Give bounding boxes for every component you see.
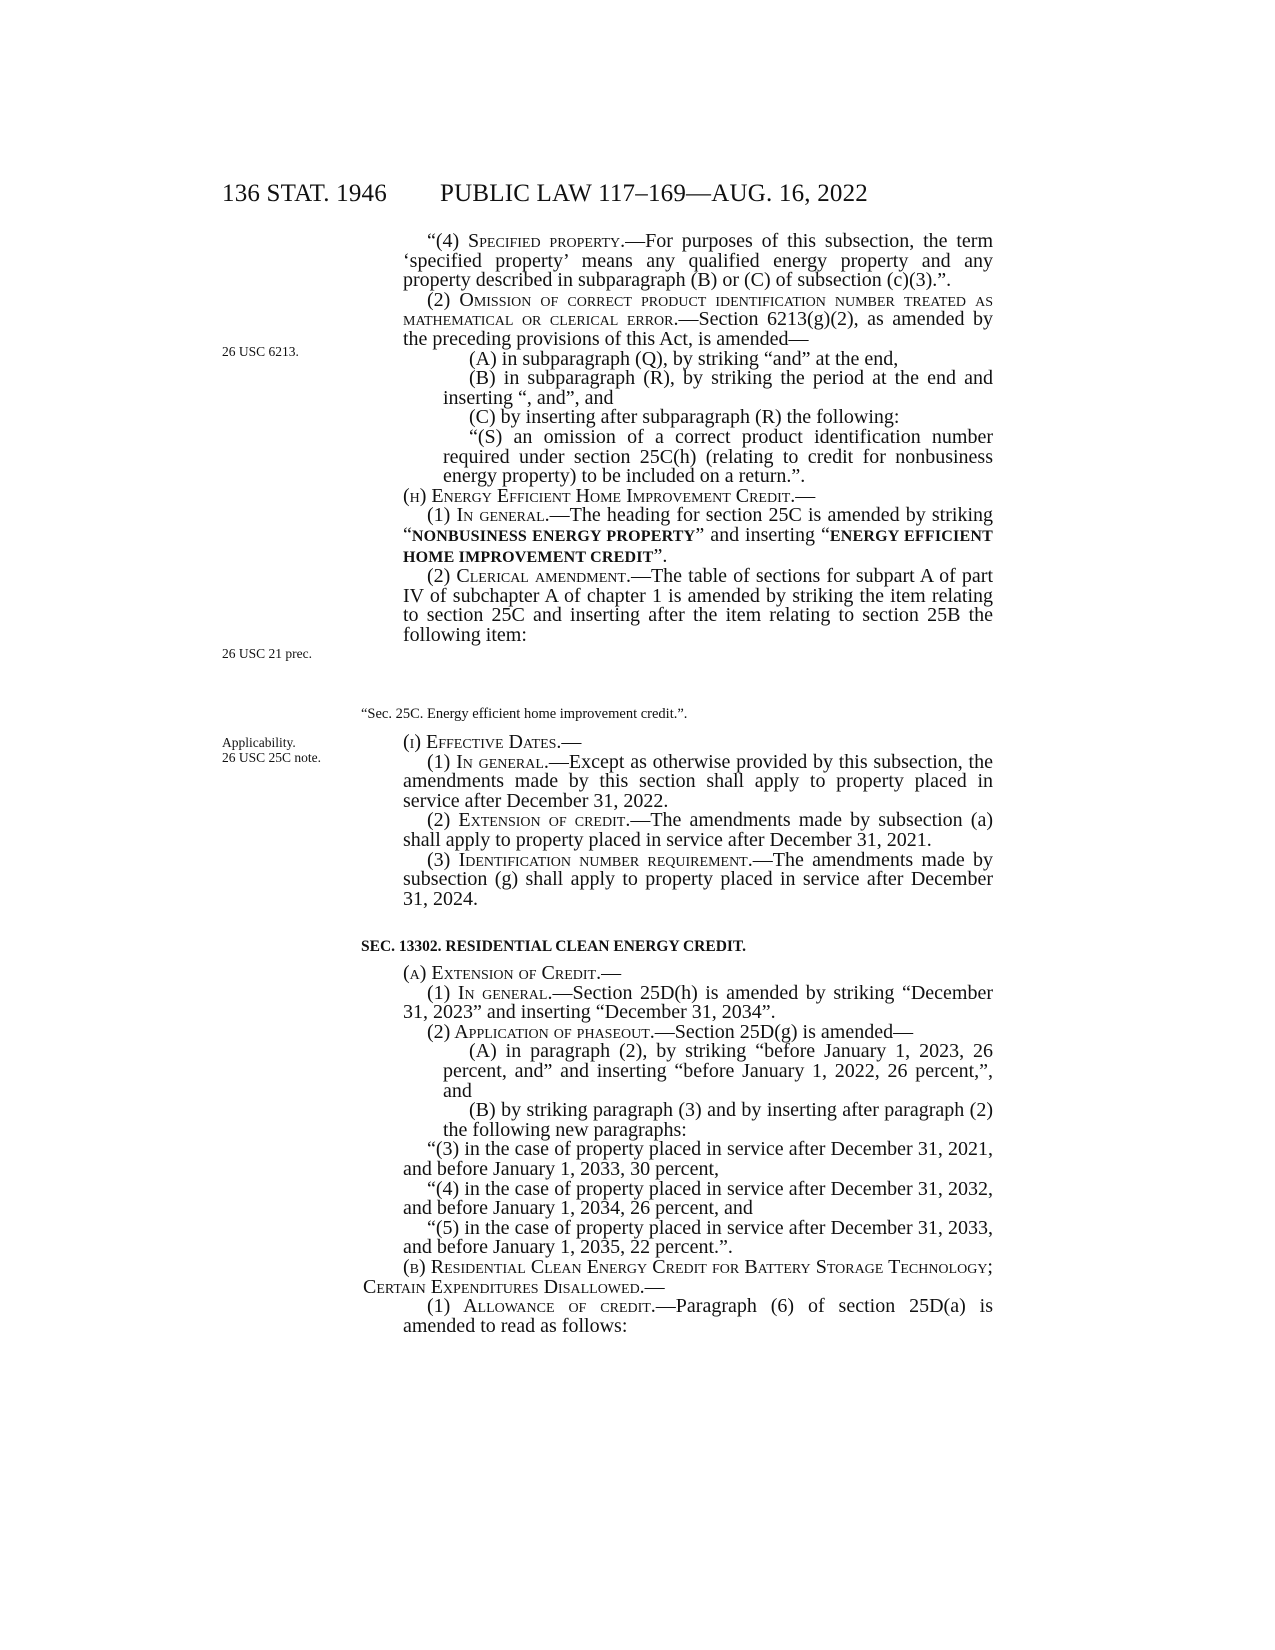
subsection-b-heading: (b) Residential Clean Energy Credit for Battery Storage Technology; Certain Expenditures Disallowed.— <box>363 1255 993 1298</box>
page-reference: 136 STAT. 1946 <box>222 180 387 207</box>
paragraph-omission: (2) Omission of correct product identification number treated as mathematical or clerical error.—Section 6213(g)(2), as amended by the preceding provisions of this Act, is amended— <box>403 288 993 350</box>
paragraph-h2: (2) Clerical amendment.—The table of sections for subpart A of part IV of subchapter A of chapter 1 is amended by striking the item relating to section 25C and inserting after the item relating to section 25B the following item: <box>403 565 993 646</box>
section-heading: SEC. 13302. RESIDENTIAL CLEAN ENERGY CREDIT. <box>361 938 746 955</box>
subparagraph-a2-b: (B) by striking paragraph (3) and by inserting after paragraph (2) the following new paragraphs: <box>443 1099 993 1141</box>
quoted-subparagraph-s: “(S) an omission of a correct product identification number required under section 25C(h) (relating to credit for nonbusiness energy property) to be included on a return.”. <box>443 425 993 488</box>
amendment-text-block-2 <box>403 733 993 909</box>
subparagraph-a: (A) in subparagraph (Q), by striking “and” at the end, <box>469 347 899 370</box>
margin-note-usc-6213: 26 USC 6213. <box>222 344 299 359</box>
subparagraph-b: (B) in subparagraph (R), by striking the period at the end and inserting “, and”, and <box>443 367 993 409</box>
paragraph-i2: (2) Extension of credit.—The amendments made by subsection (a) shall apply to property placed in service after December 31, 2021. <box>403 809 993 851</box>
amendment-text-block-1 <box>403 232 993 645</box>
subparagraph-a2-a: (A) in paragraph (2), by striking “before January 1, 2023, 26 percent, and” and inserting “before January 1, 2022, 26 percent,”, and <box>443 1040 993 1102</box>
subparagraph-c: (C) by inserting after subparagraph (R) the following: <box>469 406 900 429</box>
paragraph-a1: (1) In general.—Section 25D(h) is amended by striking “December 31, 2023” and inserting “December 31, 2034”. <box>403 981 993 1024</box>
paragraph-a2: (2) Application of phaseout.—Section 25D(g) is amended— <box>427 1020 914 1043</box>
table-of-sections-item: “Sec. 25C. Energy efficient home improvement credit.”. <box>361 706 688 722</box>
paragraph-i1: (1) In general.—Except as otherwise provided by this subsection, the amendments made by this section shall apply to property placed in service after December 31, 2022. <box>403 750 993 812</box>
subsection-i-heading: (i) Effective Dates.— <box>403 731 582 753</box>
subsection-h-heading: (h) Energy Efficient Home Improvement Credit.— <box>403 484 816 507</box>
paragraph-specified-property: “(4) Specified property.—For purposes of this subsection, the term ‘specified property’ means any qualified energy property and any property described in subparagraph (B) or (C) of subsection (c)(3).”. <box>403 230 993 292</box>
paragraph-h1: (1) In general.—The heading for section 25C is amended by striking “NONBUSINESS ENERGY PROPERTY” and inserting “ENERGY EFFICIENT HOME IMPROVEMENT CREDIT”. <box>403 504 994 567</box>
paragraph-i3: (3) Identification number requirement.—The amendments made by subsection (g) shall apply to property placed in service after December 31, 2024. <box>403 848 993 910</box>
quoted-paragraph-3: “(3) in the case of property placed in service after December 31, 2021, and before January 1, 2033, 30 percent, <box>403 1138 993 1180</box>
subsection-a-heading: (a) Extension of Credit.— <box>403 962 622 984</box>
quoted-paragraph-5: “(5) in the case of property placed in service after December 31, 2033, and before January 1, 2035, 22 percent.”. <box>403 1216 993 1259</box>
running-title: PUBLIC LAW 117–169—AUG. 16, 2022 <box>440 180 869 207</box>
quoted-paragraph-4: “(4) in the case of property placed in service after December 31, 2032, and before January 1, 2034, 26 percent, and <box>403 1177 993 1220</box>
paragraph-b1: (1) Allowance of credit.—Paragraph (6) of section 25D(a) is amended to read as follows: <box>403 1295 993 1337</box>
margin-note-applicability: Applicability. 26 USC 25C note. <box>222 735 322 765</box>
amendment-text-block-3 <box>363 962 993 1337</box>
margin-note-usc-21-prec: 26 USC 21 prec. <box>222 646 312 661</box>
